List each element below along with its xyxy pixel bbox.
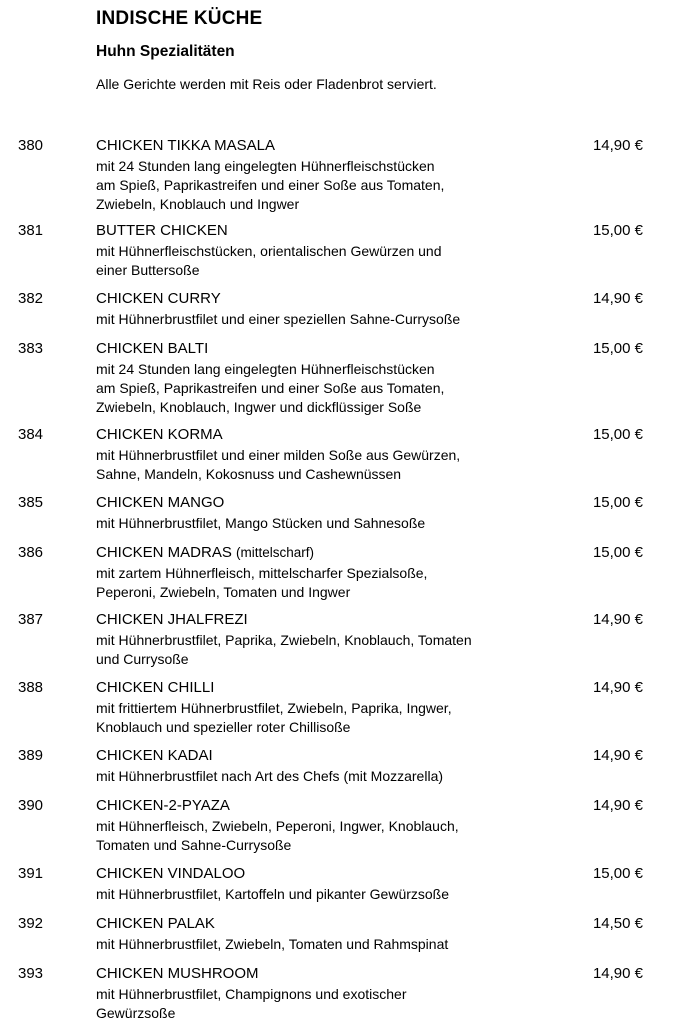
description-line: mit Hühnerfleischstücken, orientalischen Gewürzen und [96, 243, 442, 259]
item-number: 389 [18, 747, 44, 764]
item-number: 387 [18, 611, 44, 628]
description-line: Tomaten und Sahne-Currysoße [96, 837, 292, 853]
item-name-text: CHICKEN MUSHROOM [96, 965, 259, 982]
item-name-text: CHICKEN KADAI [96, 747, 213, 764]
item-name [96, 494, 224, 511]
description-line: am Spieß, Paprikastreifen und einer Soße aus Tomaten, [96, 380, 445, 396]
description-line: Zwiebeln, Knoblauch, Ingwer und dickflüssiger Soße [96, 399, 422, 415]
description-line: Sahne, Mandeln, Kokosnuss und Cashewnüssen [96, 466, 402, 482]
item-name [96, 222, 228, 239]
item-description [96, 564, 427, 602]
item-description [96, 446, 460, 484]
description-line: mit Hühnerbrustfilet, Mango Stücken und Sahnesoße [96, 515, 426, 531]
item-number: 381 [18, 222, 44, 239]
item-number: 388 [18, 679, 44, 696]
item-name-text: BUTTER CHICKEN [96, 222, 228, 239]
item-name [96, 865, 245, 882]
description-line: am Spieß, Paprikastreifen und einer Soße aus Tomaten, [96, 177, 445, 193]
item-name [96, 747, 213, 764]
item-description [96, 631, 472, 669]
item-name [96, 340, 208, 357]
description-line: mit Hühnerbrustfilet nach Art des Chefs (mit Mozzarella) [96, 768, 444, 784]
item-name [96, 965, 259, 982]
description-line: mit Hühnerbrustfilet, Paprika, Zwiebeln, Knoblauch, Tomaten [96, 632, 472, 648]
item-description [96, 514, 425, 533]
item-description [96, 699, 452, 737]
item-price: 15,00 € [592, 340, 643, 357]
item-price: 14,90 € [592, 747, 643, 764]
description-line: Gewürzsoße [96, 1005, 176, 1021]
item-name [96, 426, 223, 443]
item-number: 382 [18, 290, 44, 307]
description-line: mit Hühnerbrustfilet und einer speziellen Sahne-Currysoße [96, 311, 461, 327]
description-line: mit 24 Stunden lang eingelegten Hühnerfleischstücken [96, 158, 435, 174]
description-line: mit zartem Hühnerfleisch, mittelscharfer Spezialsoße, [96, 565, 428, 581]
description-line: Peperoni, Zwiebeln, Tomaten und Ingwer [96, 584, 351, 600]
item-qualifier: (mittelscharf) [236, 545, 315, 560]
item-name [96, 679, 214, 696]
description-line: mit Hühnerbrustfilet, Zwiebeln, Tomaten und Rahmspinat [96, 936, 449, 952]
item-description [96, 310, 460, 329]
description-line: mit Hühnerbrustfilet und einer milden Soße aus Gewürzen, [96, 447, 461, 463]
item-number: 390 [18, 797, 44, 814]
item-name-text: CHICKEN MADRAS [96, 544, 232, 561]
item-number: 393 [18, 965, 44, 982]
description-line: mit Hühnerfleisch, Zwiebeln, Peperoni, Ingwer, Knoblauch, [96, 818, 459, 834]
description-line: mit frittiertem Hühnerbrustfilet, Zwiebeln, Paprika, Ingwer, [96, 700, 452, 716]
item-description [96, 157, 444, 214]
item-price: 15,00 € [592, 865, 643, 882]
item-name [96, 290, 221, 307]
item-price: 14,90 € [592, 611, 643, 628]
item-number: 391 [18, 865, 44, 882]
item-number: 383 [18, 340, 44, 357]
description-line: mit Hühnerbrustfilet, Champignons und exotischer [96, 986, 407, 1002]
section-note: Alle Gerichte werden mit Reis oder Fladenbrot serviert. [96, 76, 437, 92]
item-price: 15,00 € [592, 426, 643, 443]
description-line: mit 24 Stunden lang eingelegten Hühnerfleischstücken [96, 361, 435, 377]
item-name-text: CHICKEN TIKKA MASALA [96, 137, 275, 154]
item-name [96, 544, 314, 561]
item-price: 15,00 € [592, 222, 643, 239]
item-name-text: CHICKEN KORMA [96, 426, 223, 443]
item-name-text: CHICKEN MANGO [96, 494, 225, 511]
description-line: Knoblauch und spezieller roter Chillisoße [96, 719, 351, 735]
description-line: und Currysoße [96, 651, 189, 667]
item-description [96, 935, 448, 954]
section-title: Huhn Spezialitäten [96, 43, 235, 60]
item-price: 14,90 € [592, 137, 643, 154]
item-name-text: CHICKEN CHILLI [96, 679, 215, 696]
item-name [96, 797, 230, 814]
item-description [96, 242, 442, 280]
item-name [96, 611, 248, 628]
item-name-text: CHICKEN CURRY [96, 290, 221, 307]
item-number: 392 [18, 915, 44, 932]
item-price: 15,00 € [592, 494, 643, 511]
item-price: 14,90 € [592, 797, 643, 814]
item-price: 14,50 € [592, 915, 643, 932]
item-name-text: CHICKEN VINDALOO [96, 865, 246, 882]
item-description [96, 885, 449, 904]
item-name-text: CHICKEN PALAK [96, 915, 215, 932]
item-name-text: CHICKEN BALTI [96, 340, 209, 357]
item-description [96, 985, 407, 1023]
item-price: 15,00 € [592, 544, 643, 561]
description-line: einer Buttersoße [96, 262, 200, 278]
item-price: 14,90 € [592, 965, 643, 982]
page-title: INDISCHE KÜCHE [96, 8, 263, 29]
item-name-text: CHICKEN-2-PYAZA [96, 797, 230, 814]
item-number: 384 [18, 426, 44, 443]
item-description [96, 817, 459, 855]
description-line: Zwiebeln, Knoblauch und Ingwer [96, 196, 300, 212]
item-number: 385 [18, 494, 44, 511]
item-name [96, 915, 215, 932]
item-price: 14,90 € [592, 290, 643, 307]
item-description [96, 767, 443, 786]
description-line: mit Hühnerbrustfilet, Kartoffeln und pikanter Gewürzsoße [96, 886, 450, 902]
item-number: 386 [18, 544, 44, 561]
item-number: 380 [18, 137, 44, 154]
item-price: 14,90 € [592, 679, 643, 696]
item-name-text: CHICKEN JHALFREZI [96, 611, 248, 628]
item-description [96, 360, 444, 417]
item-name [96, 137, 275, 154]
